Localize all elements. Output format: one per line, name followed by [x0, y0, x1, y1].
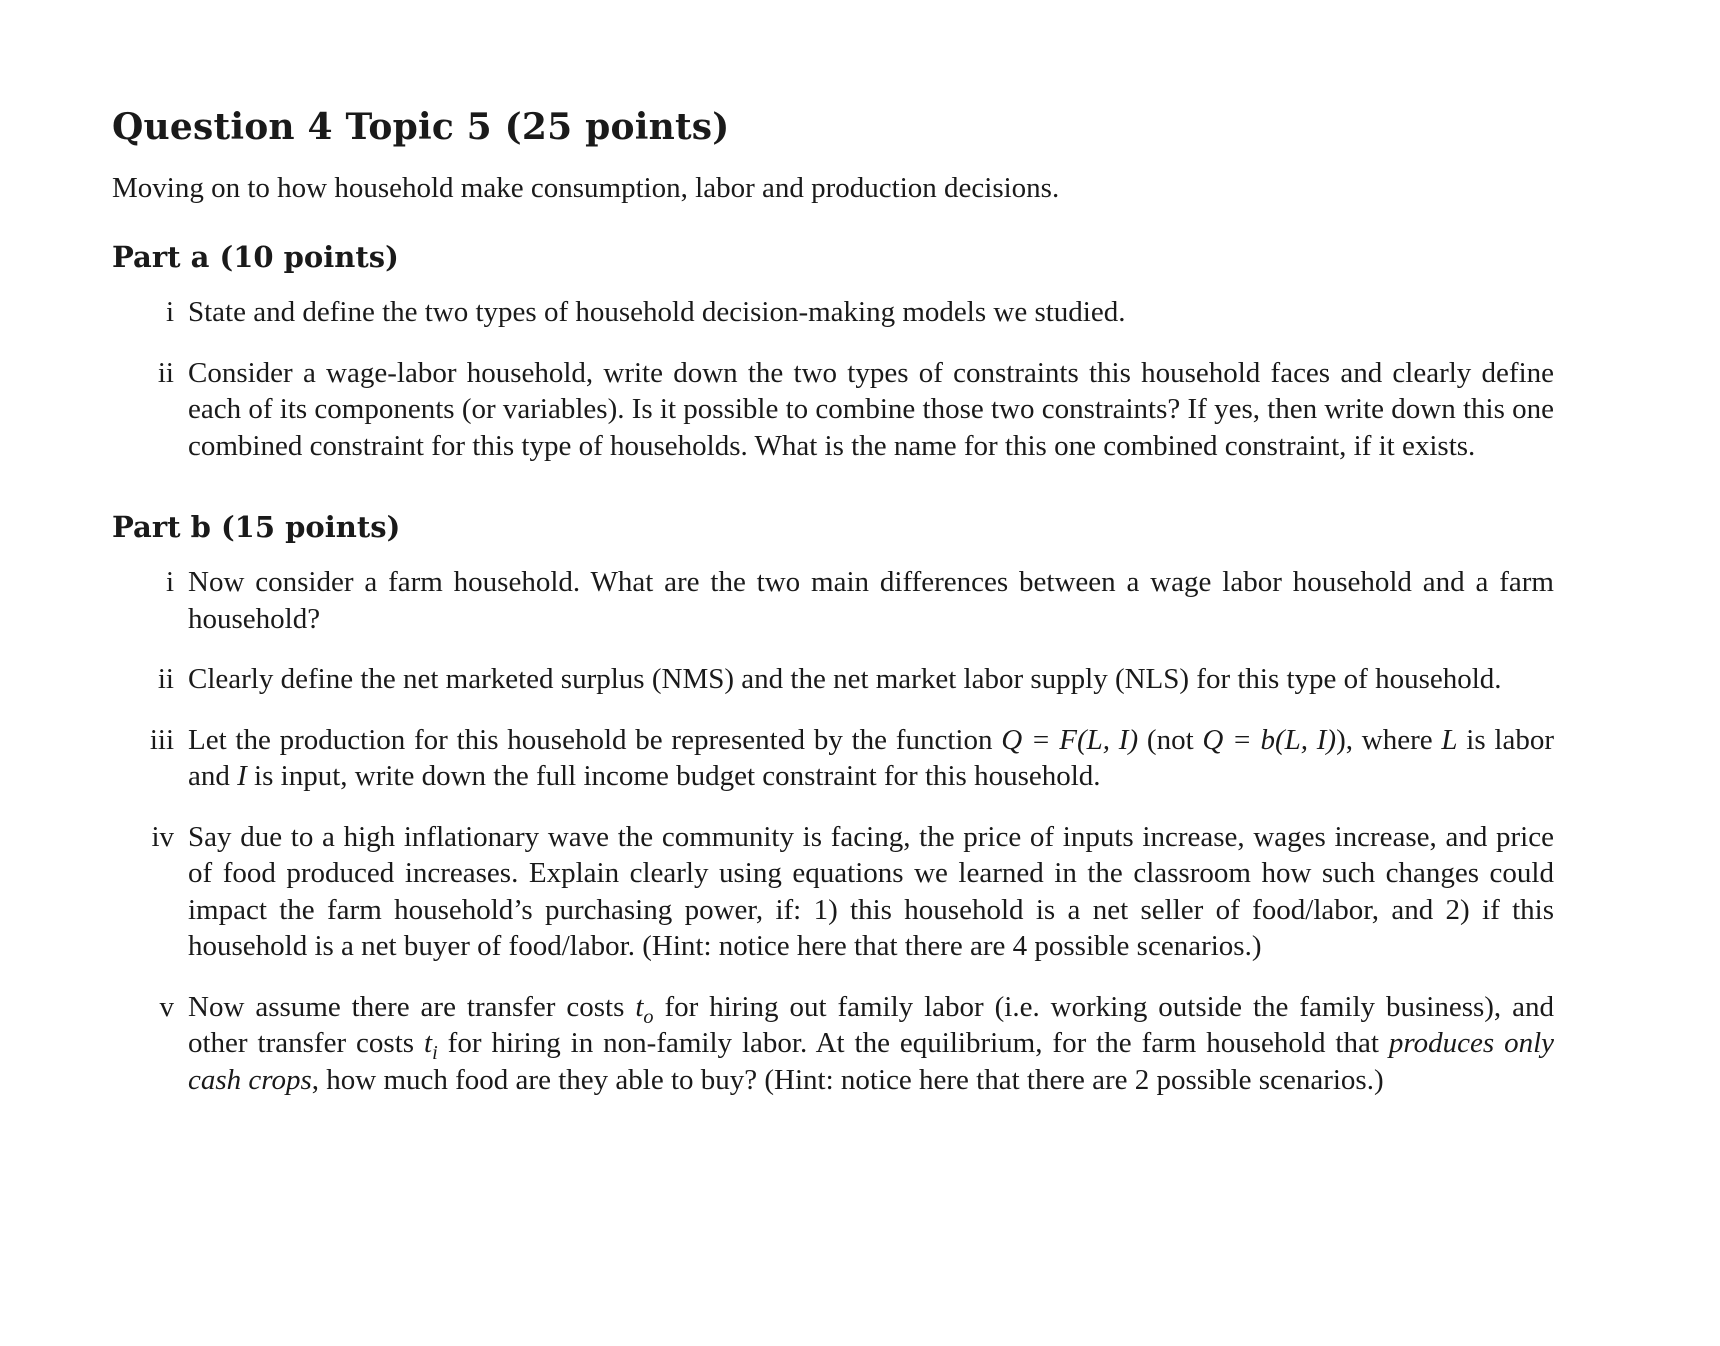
- item-text-segment: ), where: [1336, 723, 1442, 756]
- part-b-item-iv: [112, 819, 1554, 965]
- item-text-segment: for hiring in non-family labor. At the equilibrium, for the farm household that: [437, 1027, 1389, 1059]
- part-b-item-ii: [112, 661, 1554, 698]
- part-a-items: [112, 294, 1554, 464]
- item-numeral: iii: [149, 723, 174, 756]
- item-text: State and define the two types of household decision-making models we studied.: [188, 296, 1126, 328]
- item-numeral: i: [165, 566, 174, 598]
- math-base: t: [635, 990, 644, 1023]
- math-production-function: Q = F(L, I): [1001, 723, 1139, 756]
- question-title: Question 4 Topic 5 (25 points): [112, 106, 730, 148]
- part-b-item-iii: [112, 722, 1554, 795]
- item-text-segment: , how much food are they able to buy? (Hint: notice here that there are 2 possible scenarios.): [311, 1063, 1384, 1096]
- item-text: Clearly define the net marketed surplus (NMS) and the net market labor supply (NLS) for this type of household.: [188, 663, 1502, 695]
- math-alt-function: Q = b(L, I): [1202, 723, 1337, 756]
- part-a-heading: Part a (10 points): [112, 240, 399, 274]
- item-numeral: ii: [157, 356, 174, 389]
- emphasized-text: produces only cash crops: [188, 1027, 1554, 1096]
- math-transfer-cost-in: [424, 1027, 438, 1064]
- item-text: Now consider a farm household. What are the two main differences between a wage labor household and a farm household?: [188, 566, 1554, 635]
- item-text-segment: Let the production for this household be represented by the function: [188, 723, 1002, 756]
- math-transfer-cost-out: [635, 990, 654, 1028]
- item-text: Say due to a high inflationary wave the community is facing, the price of inputs increase, wages increase, and price of food produced increases. Explain clearly using equations we learned in the classroom how such changes could impact the farm household’s purchasing power, if: 1) this household is a net seller of food/labor, and 2) if this household is a net buyer of food/labor. (Hint: notice here that there are 4 possible scenarios.): [188, 820, 1554, 962]
- part-b-heading: Part b (15 points): [112, 510, 401, 544]
- item-text: Consider a wage-labor household, write down the two types of constraints this household faces and clearly define each of its components (or variables). Is it possible to combine those two constraints? If yes, then write down this one combined constraint for this type of households. What is the name for this one combined constraint, if it exists.: [188, 356, 1554, 462]
- math-subscript: i: [432, 1041, 438, 1064]
- part-a-item-ii: [112, 355, 1554, 465]
- part-b-items: [112, 564, 1554, 1098]
- math-labor-variable: L: [1441, 723, 1458, 756]
- item-text-segment: for hiring out family labor (i.e. working outside the family business), and other transfer costs: [188, 990, 1554, 1059]
- item-text-segment: is labor and: [188, 723, 1555, 792]
- item-numeral: i: [165, 296, 174, 328]
- part-a-item-i: [112, 294, 1554, 331]
- document-page: [112, 106, 1554, 1144]
- item-text-segment: Now assume there are transfer costs: [188, 990, 636, 1023]
- math-input-variable: I: [237, 760, 247, 792]
- item-numeral: v: [159, 990, 174, 1023]
- item-numeral: ii: [157, 663, 174, 695]
- question-intro: Moving on to how household make consumption, labor and production decisions.: [112, 172, 1060, 204]
- item-text-segment: (not: [1138, 723, 1203, 756]
- math-base: t: [424, 1027, 433, 1059]
- part-b-item-v: [112, 989, 1554, 1099]
- item-numeral: iv: [151, 820, 174, 853]
- math-subscript: o: [643, 1005, 654, 1028]
- part-b-item-i: [112, 564, 1554, 637]
- item-text-segment: is input, write down the full income budget constraint for this household.: [246, 760, 1101, 792]
